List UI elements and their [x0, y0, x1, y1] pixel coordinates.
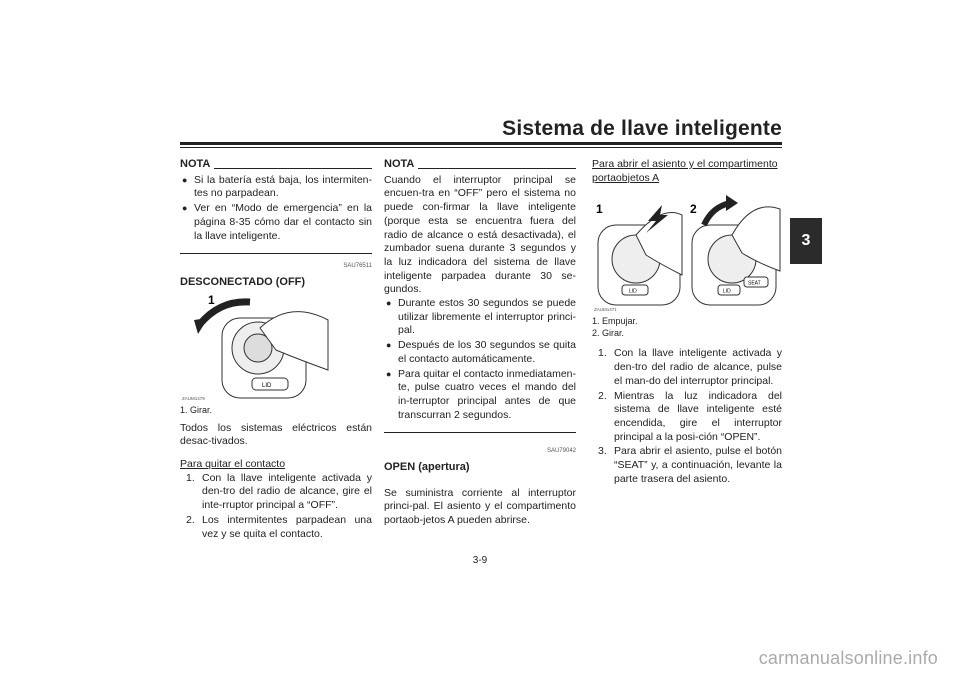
nota-bullet: ● Durante estos 30 segundos se puede utilizar libremente el interruptor princi-pal. — [398, 297, 576, 338]
header-rule — [180, 142, 782, 145]
nota-label: NOTA — [180, 158, 211, 170]
subheading: Para abrir el asiento y el compartimento portaobjetos A — [592, 158, 778, 184]
nota-bullet: ● Ver en “Modo de emergencia” en la página 8-35 cómo dar el contacto sin la llave inteligente. — [194, 202, 372, 243]
section-title: DESCONECTADO (OFF) — [180, 275, 306, 288]
nota-bullets — [384, 297, 576, 422]
step-item: 2. Los intermitentes parpadean una vez y se quita el contacto. — [186, 513, 372, 540]
part-number: ZAUM1471 — [594, 307, 617, 313]
subheading: Para quitar el contacto — [180, 458, 286, 471]
nota-end-rule — [180, 253, 372, 254]
figure-caption: 2. Girar. — [592, 328, 625, 339]
reference-code: SAU76511 — [343, 263, 372, 270]
arrow-head — [194, 318, 208, 334]
column-1 — [180, 158, 372, 542]
section-title: OPEN (apertura) — [384, 461, 470, 474]
nota-bullet: ● Para quitar el contacto inmediatamen-te, pulse cuatro veces el mando del in-terruptor principal antes de que transcurran 2 segundos. — [398, 368, 576, 423]
lid-button-label: LID — [262, 382, 272, 389]
nota-body: Cuando el interruptor principal se encuen-tra en “OFF” pero el sistema no puede con-firmar la llave inteligente (porque esta se encuentra fuera del radio de alcance o está desactivada), el zumbador suena durante 3 segundos y la luz indicadora del sistema de llave inteligente parpadea durante 30 se-gundos. — [384, 173, 576, 296]
nota-bullet: ● Después de los 30 segundos se quita el contacto automáticamente. — [398, 339, 576, 366]
column-3 — [592, 158, 782, 487]
figure-caption: 1. Empujar. — [592, 316, 638, 327]
nota-label: NOTA — [384, 158, 415, 170]
nota-bullet: ● Si la batería está baja, los intermiten-tes no parpadean. — [194, 174, 372, 201]
page-title: Sistema de llave inteligente — [502, 117, 782, 140]
nota-bullets — [180, 174, 372, 244]
steps-list — [180, 472, 372, 542]
step-item: 2. Mientras la luz indicadora del sistema de llave inteligente esté encendida, gire el interruptor principal a la posi-ción “OPEN”. — [598, 389, 782, 443]
figure-label-2: 2 — [690, 202, 697, 217]
figure-label: 1 — [208, 292, 215, 307]
step-item: 1. Con la llave inteligente activada y den-tro del radio de alcance, gire el inte-rruptor principal a “OFF”. — [186, 471, 372, 512]
switch-illustration-pair — [592, 185, 782, 315]
lid-button-label-2: LID — [723, 288, 731, 295]
body-text: Se suministra corriente al interruptor princi-pal. El asiento y el compartimento portaob-jetos A pueden abrirse. — [384, 486, 576, 527]
reference-code: SAU79042 — [546, 448, 576, 455]
seat-button-label: SEAT — [748, 280, 761, 287]
page-number: 3-9 — [472, 555, 488, 566]
nota-heading — [180, 158, 372, 172]
step-item: 3. Para abrir el asiento, pulse el botón “SEAT” y, a continuación, levante la parte trasera del asiento. — [598, 445, 782, 485]
watermark: carmanualsonline.info — [758, 648, 938, 668]
body-text: Todos los sistemas eléctricos están desac-tivados. — [180, 421, 372, 448]
part-number: ZAUM1479 — [182, 395, 205, 401]
steps-list — [592, 347, 782, 486]
figure-caption: 1. Girar. — [180, 404, 213, 415]
switch-illustration — [180, 290, 330, 404]
column-2 — [384, 158, 576, 528]
chapter-tab: 3 — [790, 218, 822, 264]
step-item: 1. Con la llave inteligente activada y den-tro del radio de alcance, pulse el man-do del interruptor principal. — [598, 347, 782, 387]
nota-heading — [384, 158, 576, 172]
nota-end-rule — [384, 432, 576, 433]
lid-button-label: LID — [629, 288, 637, 295]
figure-label-1: 1 — [596, 202, 603, 217]
header-rule-thin — [180, 147, 782, 148]
arrow-head — [726, 195, 738, 211]
